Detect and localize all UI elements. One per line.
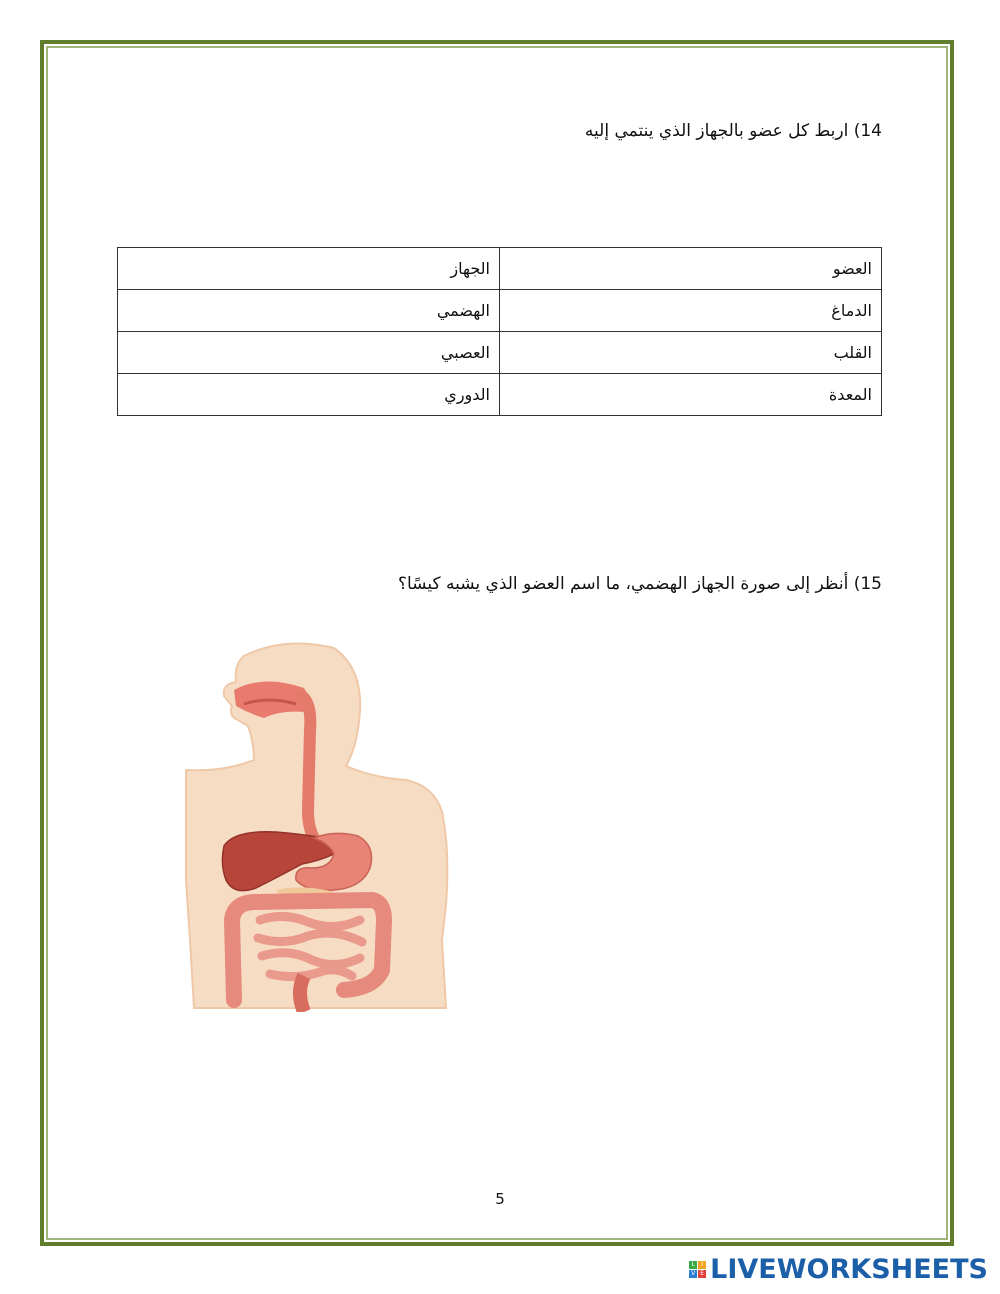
digestive-system-illustration (184, 640, 462, 1012)
brand-logo-letter: L (689, 1261, 697, 1269)
liveworksheets-brand (689, 1252, 988, 1286)
header-organ: العضو (500, 248, 882, 290)
page-number: 5 (495, 1190, 505, 1208)
organ-cell[interactable]: الدماغ (500, 290, 882, 332)
question-15: 15) أنظر إلى صورة الجهاز الهضمي، ما اسم العضو الذي يشبه كيسًا؟ (397, 574, 882, 594)
system-cell[interactable]: الهضمي (118, 290, 500, 332)
matching-table (117, 247, 882, 416)
brand-name: LIVEWORKSHEETS (710, 1253, 988, 1285)
organ-cell[interactable]: المعدة (500, 374, 882, 416)
brand-logo-letter: I (698, 1261, 706, 1269)
table-header-row (118, 248, 882, 290)
brand-logo-letter: V (691, 1269, 696, 1277)
brand-logo-letter: E (698, 1270, 706, 1278)
question-14: 14) اربط كل عضو بالجهاز الذي ينتمي إليه (584, 121, 882, 141)
page-border (40, 40, 954, 1246)
table-row (118, 290, 882, 332)
system-cell[interactable]: الدوري (118, 374, 500, 416)
header-system: الجهاز (118, 248, 500, 290)
table-row (118, 374, 882, 416)
rectum (300, 976, 304, 1012)
table-row (118, 332, 882, 374)
system-cell[interactable]: العصبي (118, 332, 500, 374)
brand-logo-icon (689, 1261, 706, 1278)
organ-cell[interactable]: القلب (500, 332, 882, 374)
